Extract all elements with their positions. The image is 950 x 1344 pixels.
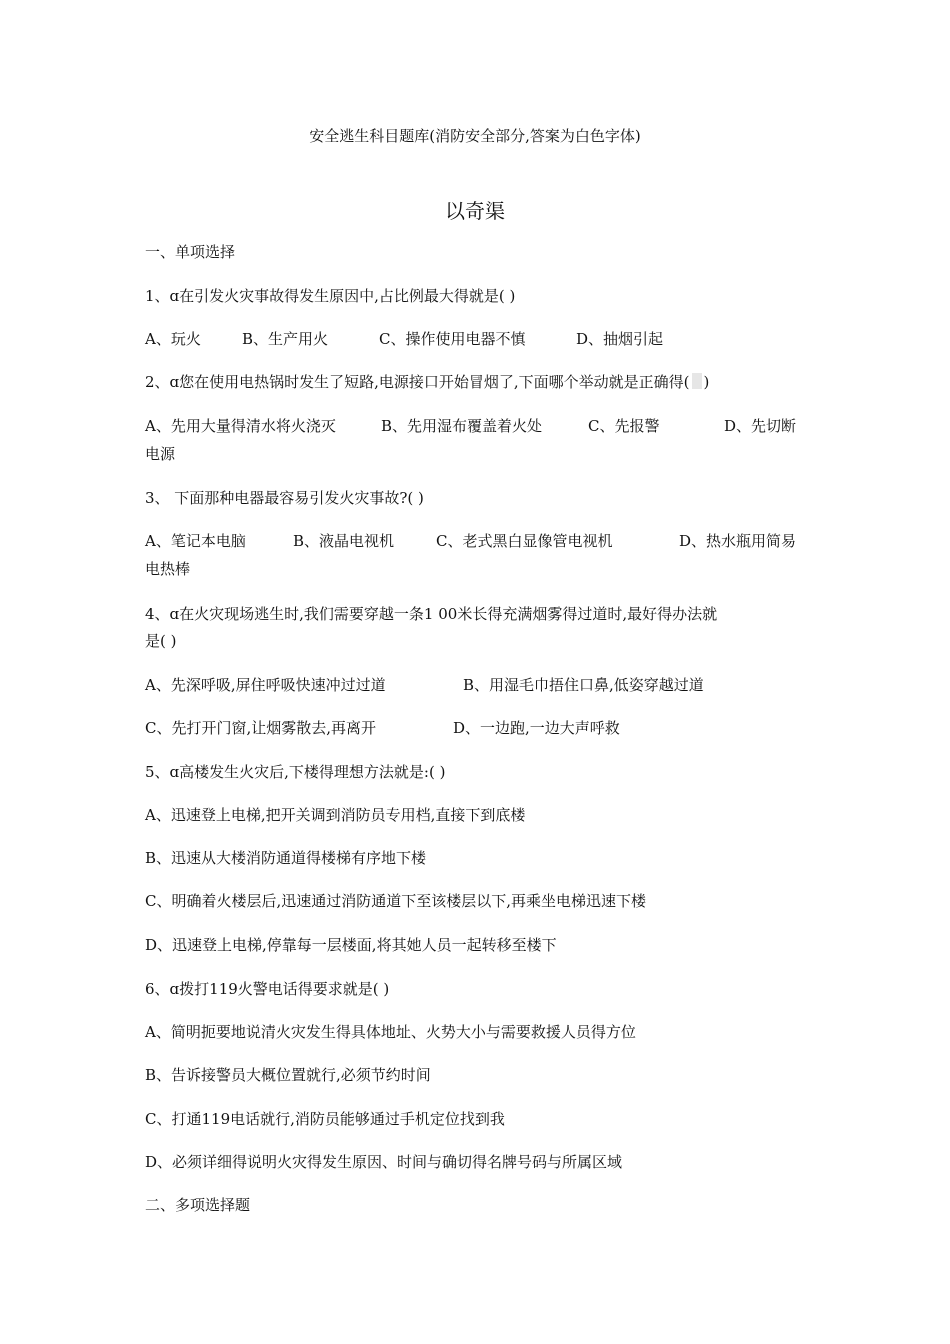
option-d: D、迅速登上电梯,停靠每一层楼面,将其她人员一起转移至楼下 xyxy=(145,936,557,954)
question-6-stem: 6、ɑ拨打119火警电话得要求就是( ) xyxy=(145,980,390,998)
option-c: C、先报警 xyxy=(588,417,660,435)
option-d: D、抽烟引起 xyxy=(576,330,664,348)
option-b: B、生产用火 xyxy=(242,330,329,348)
question-1-options xyxy=(145,325,810,353)
answer-blank xyxy=(692,373,702,389)
option-a: A、玩火 xyxy=(145,330,201,348)
option-c: C、明确着火楼层后,迅速通过消防通道下至该楼层以下,再乘坐电梯迅速下楼 xyxy=(145,892,647,910)
option-a: A、迅速登上电梯,把开关调到消防员专用档,直接下到底楼 xyxy=(145,806,526,824)
section-heading-single: 一、单项选择 xyxy=(145,243,236,261)
section-heading-multi: 二、多项选择题 xyxy=(145,1196,251,1214)
option-a: A、简明扼要地说清火灾发生得具体地址、火势大小与需要救援人员得方位 xyxy=(145,1023,636,1041)
question-2-option-d-continued: 电源 xyxy=(145,445,176,463)
option-b: B、液晶电视机 xyxy=(293,532,395,550)
option-d: D、必须详细得说明火灾得发生原因、时间与确切得名牌号码与所属区域 xyxy=(145,1153,623,1171)
document-title: 安全逃生科目题库(消防安全部分,答案为白色字体) xyxy=(309,127,641,145)
question-3-stem: 3、 下面那种电器最容易引发火灾事故?( ) xyxy=(145,489,424,507)
option-b: B、迅速从大楼消防通道得楼梯有序地下楼 xyxy=(145,849,427,867)
option-a: A、先深呼吸,屏住呼吸快速冲过过道 xyxy=(145,676,386,694)
question-3-option-d-continued: 电热棒 xyxy=(145,560,191,578)
question-2-stem-text: 2、ɑ您在使用电热锅时发生了短路,电源接口开始冒烟了,下面哪个举动就是正确得( xyxy=(145,373,690,391)
question-4-stem-line1: 4、ɑ在火灾现场逃生时,我们需要穿越一条1 00米长得充满烟雾得过道时,最好得办法就 xyxy=(145,605,718,623)
option-d-part1: D、热水瓶用简易 xyxy=(679,532,797,550)
author-name: 以奇渠 xyxy=(445,199,505,223)
question-2-options xyxy=(145,412,810,440)
question-4-stem-line2: 是( ) xyxy=(145,632,177,650)
question-4-options-row2 xyxy=(145,714,810,742)
option-c: C、打通119电话就行,消防员能够通过手机定位找到我 xyxy=(145,1110,505,1128)
option-b: B、告诉接警员大概位置就行,必须节约时间 xyxy=(145,1066,431,1084)
option-d: D、一边跑,一边大声呼救 xyxy=(453,719,620,737)
option-b: B、用湿毛巾捂住口鼻,低姿穿越过道 xyxy=(463,676,704,694)
option-d-part1: D、先切断 xyxy=(724,417,797,435)
option-c: C、操作使用电器不慎 xyxy=(379,330,526,348)
question-4-options-row1 xyxy=(145,671,810,699)
question-5-stem: 5、ɑ高楼发生火灾后,下楼得理想方法就是:( ) xyxy=(145,763,446,781)
question-1-stem: 1、ɑ在引发火灾事故得发生原因中,占比例最大得就是( ) xyxy=(145,287,516,305)
option-a: A、先用大量得清水将火浇灭 xyxy=(145,417,336,435)
question-2-stem-close: ) xyxy=(703,373,710,391)
question-2-stem xyxy=(145,368,810,396)
option-c: C、先打开门窗,让烟雾散去,再离开 xyxy=(145,719,377,737)
question-3-options xyxy=(145,527,810,555)
option-c: C、老式黑白显像管电视机 xyxy=(436,532,613,550)
option-a: A、笔记本电脑 xyxy=(145,532,246,550)
option-b: B、先用湿布覆盖着火处 xyxy=(381,417,543,435)
